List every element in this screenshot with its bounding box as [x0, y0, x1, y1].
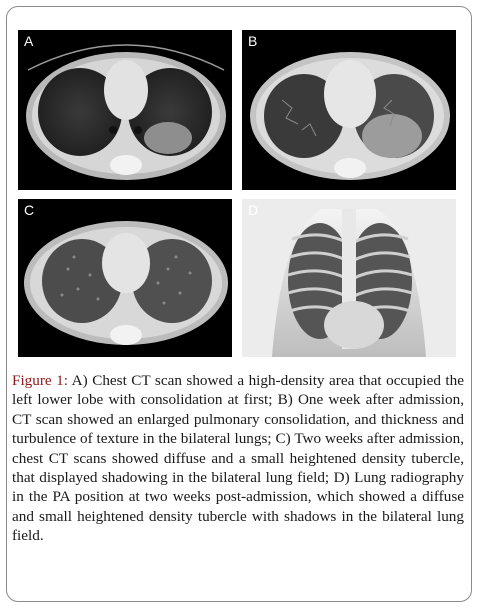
panel-b-ct-image	[242, 30, 456, 190]
ct-scan-b-graphic	[242, 30, 456, 190]
panel-a-ct-image	[18, 30, 232, 190]
panel-a-label: A	[24, 33, 34, 49]
ct-scan-c-graphic	[18, 199, 232, 357]
ct-scan-a-graphic	[18, 30, 232, 190]
figure-caption-text: A) Chest CT scan showed a high-density area that occupied the left lower lobe with consolidation at first; B) One week after admission, CT scan showed an enlarged pulmonary consolidation, and thickness and turbulence of texture in the bilateral lungs; C) Two weeks after admission, chest CT scans showed diffuse and a small heightened density tubercle, that displayed shadowing in the bilateral lung field; D) Lung radiography in the PA position at two weeks post-admission, which showed a diffuse and small heightened density tubercle with shadows in the bilateral lung field.	[12, 372, 464, 545]
panel-d-label: D	[248, 202, 259, 218]
chest-radiograph-graphic	[242, 199, 456, 357]
figure-label: Figure 1:	[12, 372, 68, 389]
figure-caption	[12, 371, 464, 546]
panel-b-label: B	[248, 33, 258, 49]
panel-d-radiograph-image	[242, 199, 456, 357]
panel-c-label: C	[24, 202, 35, 218]
panel-c-ct-image	[18, 199, 232, 357]
